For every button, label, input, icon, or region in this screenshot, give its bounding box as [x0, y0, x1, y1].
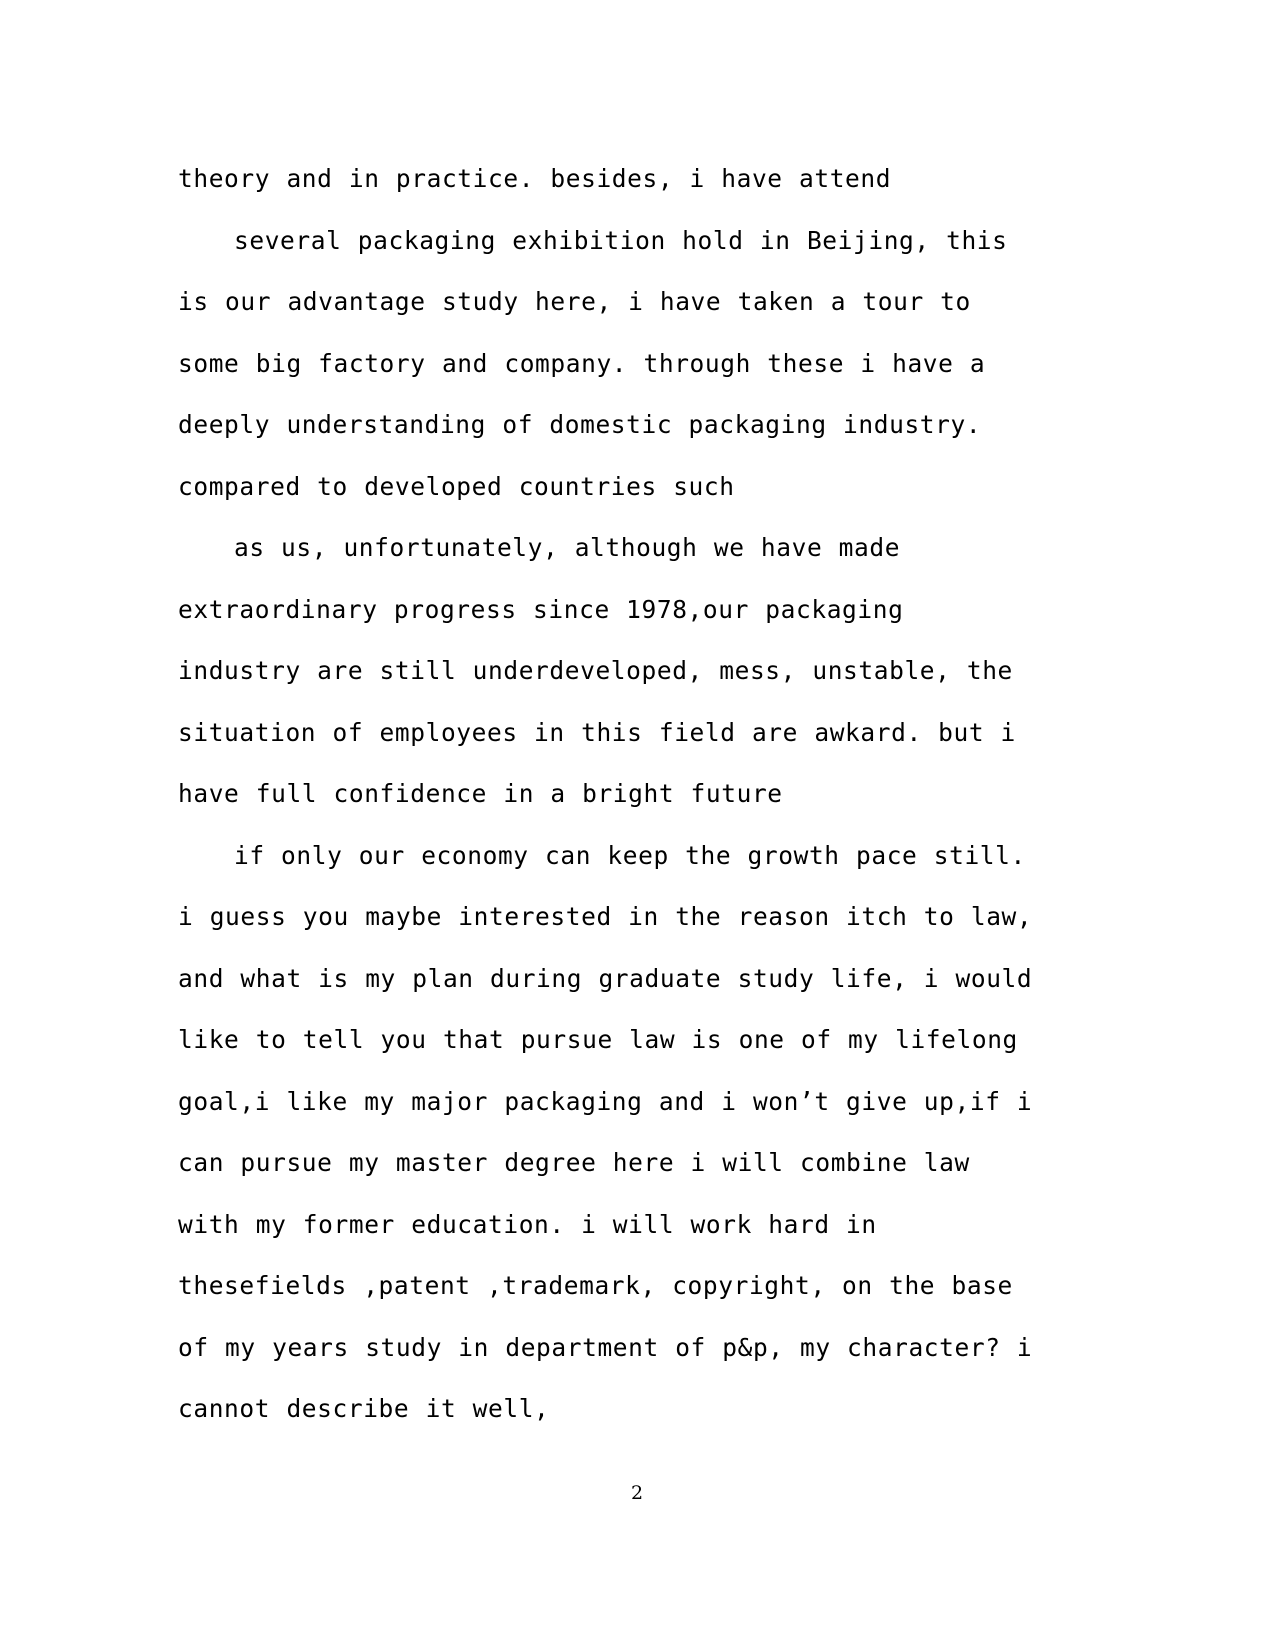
page-body [178, 148, 1049, 1440]
paragraph: theory and in practice. besides, i have attend [178, 164, 892, 193]
paragraph: if only our economy can keep the growth pace still. i guess you maybe interested in the reason itch to law, and what is my plan during graduate study life, i would like to tell you that pursue law is one of my lifelong goal,i like my major packaging and i won’t give up,if i can pursue my master degree here i will combine law with my former education. i will work hard in thesefields ,patent ,trademark, copyright, on the base of my years study in department of p&p, my character? i cannot describe it well, [178, 840, 1049, 1423]
paragraph: as us, unfortunately, although we have made extraordinary progress since 1978,our packaging industry are still underdeveloped, mess, unstable, the situation of employees in this field are awkard. but i have full confidence in a bright future [178, 533, 1033, 808]
paragraph: several packaging exhibition hold in Beijing, this is our advantage study here, i have taken a tour to some big factory and company. through these i have a deeply understanding of domestic packaging industry. compared to developed countries such [178, 225, 1024, 501]
page-number: 2 [630, 1482, 644, 1504]
